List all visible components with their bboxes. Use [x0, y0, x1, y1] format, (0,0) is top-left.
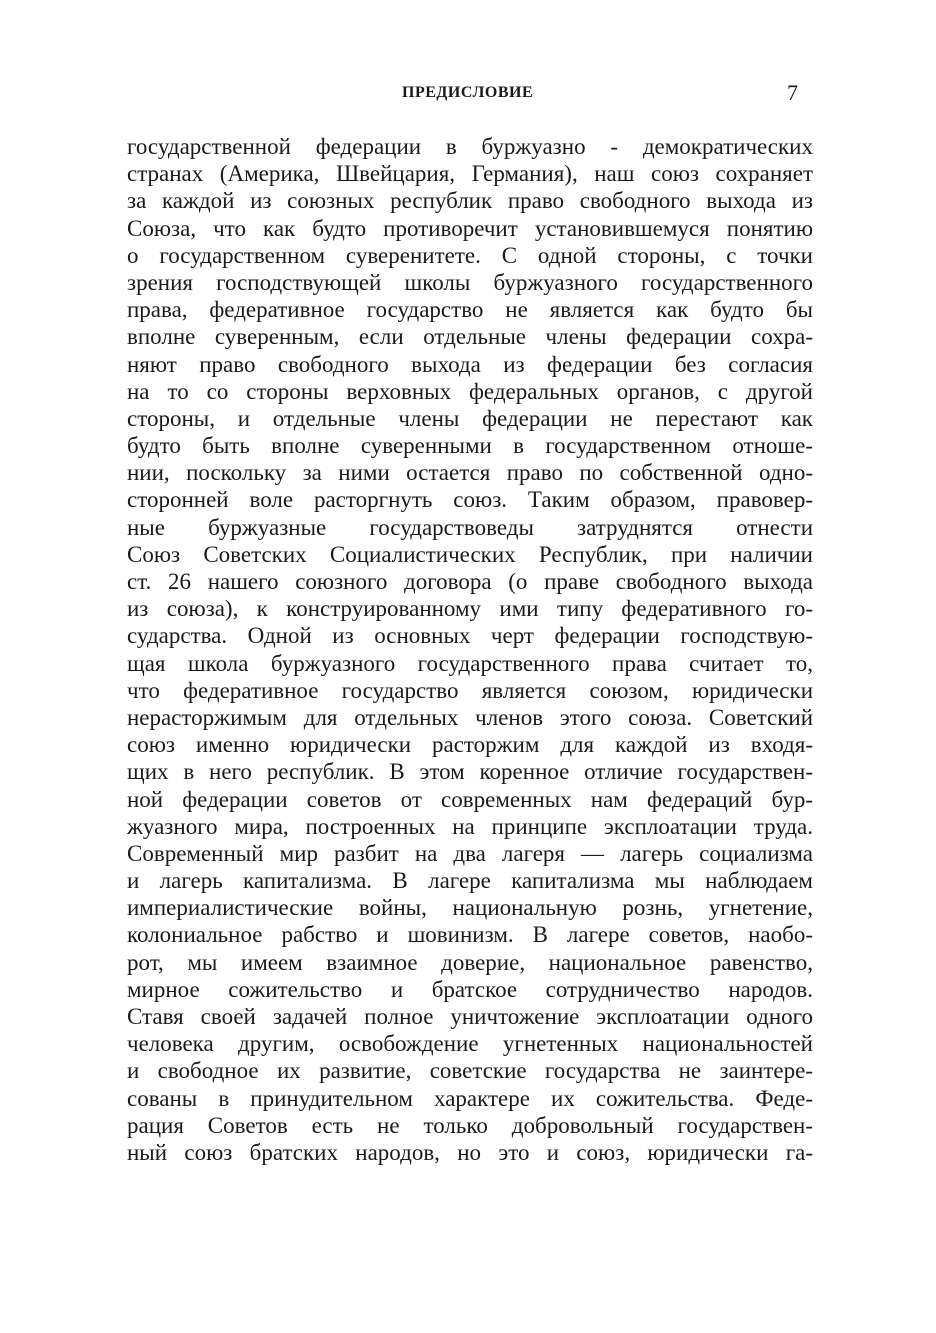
text-line: сованы в принудительном характере их сожительства. Феде-: [127, 1085, 813, 1111]
text-line: няют право свободного выхода из федерации без согласия: [127, 351, 813, 377]
text-line: из союза), к конструированному ими типу федеративного го-: [127, 596, 813, 622]
text-line: щая школа буржуазного государственного права считает то,: [127, 650, 813, 676]
text-line: жуазного мира, построенных на принципе эксплоатации труда.: [127, 813, 813, 839]
text-line: союз именно юридически расторжим для каждой из входя-: [127, 732, 813, 758]
text-line: человека другим, освобождение угнетенных национальностей: [127, 1031, 813, 1057]
text-line: Ставя своей задачей полное уничтожение эксплоатации одного: [127, 1004, 813, 1029]
text-line: ные буржуазные государствоведы затруднятся отнести: [127, 514, 813, 540]
text-line: странах (Америка, Швейцария, Германия), наш союз сохраняет: [127, 161, 813, 187]
text-line: Союз Советских Социалистических Республик, при наличии: [127, 541, 813, 567]
text-line: сторонней воле расторгнуть союз. Таким образом, правовер-: [127, 487, 813, 513]
text-line: и лагерь капитализма. В лагере капитализма мы наблюдаем: [127, 868, 813, 894]
text-line: мирное сожительство и братское сотрудничество народов.: [127, 976, 813, 1002]
text-line: ной федерации советов от современных нам федераций бур-: [127, 786, 813, 812]
text-line: что федеративное государство является союзом, юридически: [127, 677, 813, 703]
text-line: будто быть вполне суверенными в государственном отноше-: [127, 433, 813, 459]
text-line: зрения господствующей школы буржуазного государственного: [127, 269, 813, 295]
text-line: права, федеративное государство не является как будто бы: [127, 297, 813, 323]
body-text: [127, 133, 813, 1166]
text-line: ный союз братских народов, но это и союз, юридически га-: [127, 1139, 813, 1165]
text-line: ст. 26 нашего союзного договора (о праве свободного выхода: [127, 569, 813, 594]
text-line: за каждой из союзных республик право свободного выхода из: [127, 188, 813, 214]
text-line: Современный мир разбит на два лагеря — лагерь социализма: [127, 840, 813, 866]
text-line: вполне суверенным, если отдельные члены федерации сохра-: [127, 324, 813, 350]
text-line: Союза, что как будто противоречит установившемуся понятию: [127, 215, 813, 241]
text-line: колониальное рабство и шовинизм. В лагере советов, наобо-: [127, 922, 813, 948]
text-line: о государственном суверенитете. С одной стороны, с точки: [127, 242, 813, 268]
text-line: сударства. Одной из основных черт федерации господствую-: [127, 623, 813, 649]
running-title: ПРЕДИСЛОВИЕ: [402, 84, 534, 101]
text-line: нерасторжимым для отдельных членов этого союза. Советский: [127, 704, 813, 730]
text-line: рация Советов есть не только добровольный государствен-: [127, 1112, 813, 1138]
text-line: империалистические войны, национальную рознь, угнетение,: [127, 895, 813, 921]
text-line: государственной федерации в буржуазно - демократических: [127, 134, 813, 159]
text-line: щих в него республик. В этом коренное отличие государствен-: [127, 759, 813, 785]
text-line: стороны, и отдельные члены федерации не перестают как: [127, 405, 813, 431]
running-head: [0, 82, 936, 106]
page-number: 7: [787, 80, 798, 105]
text-line: и свободное их развитие, советские государства не заинтере-: [127, 1058, 813, 1084]
text-line: нии, поскольку за ними остается право по собственной одно-: [127, 460, 813, 486]
text-line: рот, мы имеем взаимное доверие, национальное равенство,: [127, 949, 813, 975]
text-line: на то со стороны верховных федеральных органов, с другой: [127, 378, 813, 404]
